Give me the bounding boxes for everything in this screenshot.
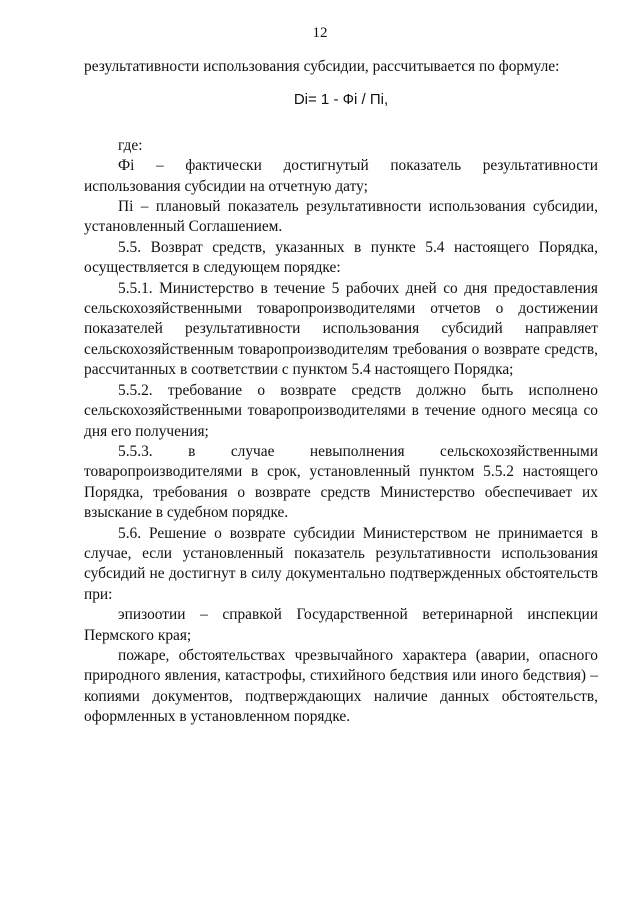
- paragraph-pi-definition: Пi – плановый показатель результативности использования субсидии, установленный Соглашением.: [84, 198, 598, 236]
- document-body: [84, 57, 598, 728]
- paragraph-5-5: 5.5. Возврат средств, указанных в пункте 5.4 настоящего Порядка, осуществляется в следующем порядке:: [84, 238, 598, 277]
- formula: Di= 1 - Фi / Пi,: [293, 91, 389, 109]
- paragraph-fi-definition: Фi – фактически достигнутый показатель результативности использования субсидии на отчетную дату;: [84, 157, 598, 195]
- paragraph-5-5-1: 5.5.1. Министерство в течение 5 рабочих дней со дня предоставления сельскохозяйственными товаропроизводителями отчетов о достижении показателей результативности использования субсидий направляет сельскохозяйственным товаропроизводителям требования о возврате средств, рассчитанных в соответствии с пунктом 5.4 настоящего Порядка;: [84, 279, 598, 379]
- paragraph-where: где:: [118, 136, 143, 154]
- paragraph-emergency: пожаре, обстоятельствах чрезвычайного характера (аварии, опасного природного явления, катастрофы, стихийного бедствия или иного бедствия) – копиями документов, подтверждающих наличие данных обстоятельств, оформленных в установленном порядке.: [84, 646, 598, 726]
- paragraph-5-5-3: 5.5.3. в случае невыполнения сельскохозяйственными товаропроизводителями в срок, установленный пунктом 5.5.2 настоящего Порядка, требования о возврате средств Министерство обеспечивает их взыскание в судебном порядке.: [84, 442, 598, 522]
- paragraph-formula-intro: результативности использования субсидии, рассчитывается по формуле:: [84, 58, 560, 75]
- paragraph-5-5-2: 5.5.2. требование о возврате средств должно быть исполнено сельскохозяйственными товаропроизводителями в течение одного месяца со дня его получения;: [84, 381, 598, 440]
- paragraph-epizootic: эпизоотии – справкой Государственной ветеринарной инспекции Пермского края;: [84, 606, 598, 644]
- paragraph-5-6: 5.6. Решение о возврате субсидии Министерством не принимается в случае, если установленный показатель результативности использования субсидий не достигнут в силу документально подтвержденных обстоятельств при:: [84, 524, 598, 603]
- page-number: 12: [312, 25, 328, 41]
